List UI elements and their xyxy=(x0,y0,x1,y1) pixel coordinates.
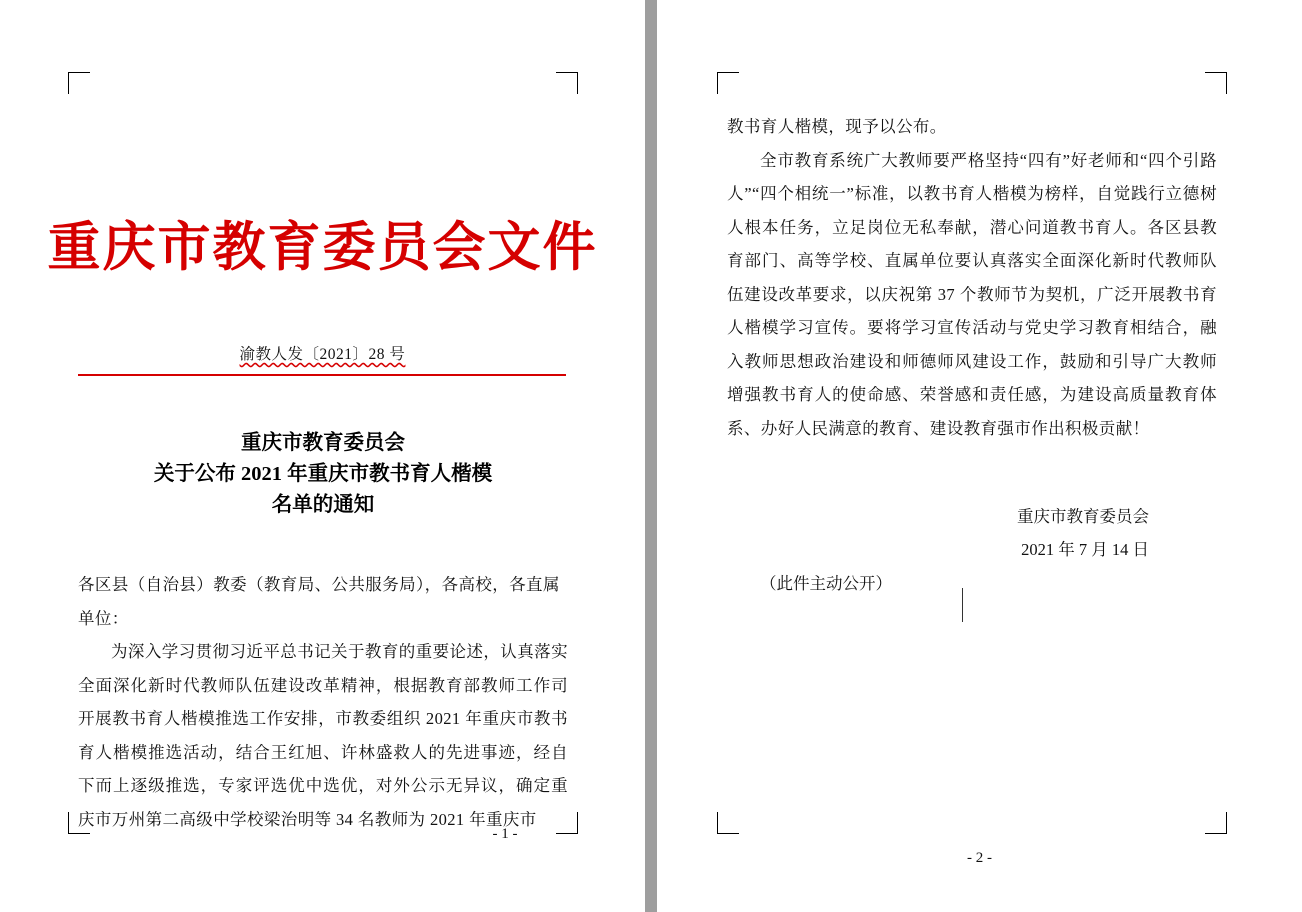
crop-mark-top-right xyxy=(556,72,578,94)
title-line-1: 重庆市教育委员会 xyxy=(241,432,405,454)
document-number-text: 渝教人发〔2021〕28 号 xyxy=(239,346,406,363)
text-cursor xyxy=(962,588,963,622)
page-2-number: - 2 - xyxy=(967,850,992,866)
document-page-2 xyxy=(657,0,1302,912)
signature-date: 2021 年 7 月 14 日 xyxy=(1021,540,1149,559)
document-title xyxy=(90,428,556,521)
title-line-3: 名单的通知 xyxy=(271,494,375,516)
crop-mark-bottom-left xyxy=(717,812,739,834)
document-number xyxy=(0,342,645,364)
page-2-body xyxy=(727,110,1217,445)
page-1-number: - 1 - xyxy=(492,826,518,842)
addressee-line-1: 各区县（自治县）教委（教育局、公共服务局），各高校，各直属 xyxy=(78,575,560,594)
disclosure-note: （此件主动公开） xyxy=(760,574,892,593)
body-paragraph-2: 全市教育系统广大教师要严格坚持“四有”好老师和“四个引路人”“四个相统一”标准，以教书育人楷模为榜样，自觉践行立德树人根本任务，立足岗位无私奉献，潜心问道教书育人。各区县教育部门、高等学校、直属单位要认真落实全面深化新时代教师队伍建设改革要求，以庆祝第 37 个教师节为契机，广泛开展教书育人楷模学习宣传。要将学习宣传活动与党史学习教育相结合，融入教师思想政治建设和师德师风建设工作，鼓励和引导广大教师增强教书育人的使命感、荣誉感和责任感，为建设高质量教育体系、办好人民满意的教育、建设教育强市作出积极贡献！ xyxy=(727,150,1217,438)
continued-paragraph: 教书育人楷模，现予以公布。 xyxy=(727,117,947,136)
crop-mark-bottom-right xyxy=(1205,812,1227,834)
document-page-1 xyxy=(0,0,645,912)
body-paragraph-1: 为深入学习贯彻习近平总书记关于教育的重要论述，认真落实全面深化新时代教师队伍建设改革精神，根据教育部教师工作司开展教书育人楷模推选工作安排，市教委组织 2021 年重庆市教书育人楷模推选活动，结合王红旭、许林盛救人的先进事迹，经自下而上逐级推选，专家评选优中选优，对外公示无异议，确定重庆市万州第二高级中学校梁治明等 34 名教师为 2021 年重庆市 xyxy=(78,642,568,829)
document-red-header: 重庆市教育委员会文件 xyxy=(47,216,598,278)
crop-mark-top-left xyxy=(717,72,739,94)
title-line-2: 关于公布 2021 年重庆市教书育人楷模 xyxy=(153,463,493,485)
addressee-line-2: 单位： xyxy=(78,608,129,628)
red-divider-rule xyxy=(78,374,566,376)
page-1-body xyxy=(78,568,568,836)
crop-mark-top-right xyxy=(1205,72,1227,94)
crop-mark-top-left xyxy=(68,72,90,94)
signature-block xyxy=(727,500,1217,566)
signature-organization: 重庆市教育委员会 xyxy=(1017,507,1149,526)
